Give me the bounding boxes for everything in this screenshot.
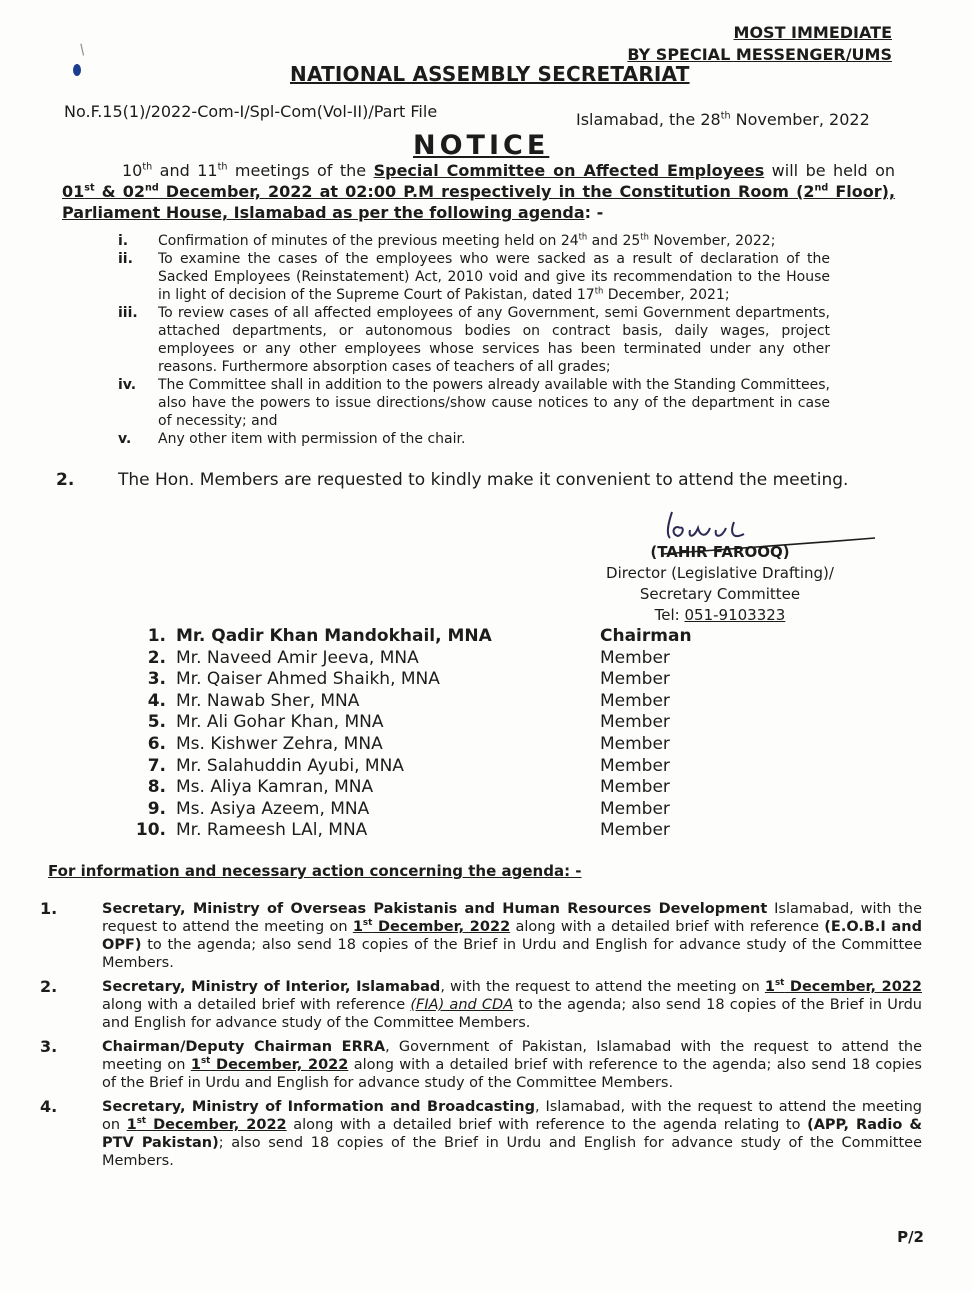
action-t1: , with the request to attend the meeting on — [440, 979, 765, 995]
notice-date — [576, 110, 870, 129]
member-name: Mr. Nawab Sher, MNA — [176, 690, 360, 711]
date-day: 1 — [126, 1117, 137, 1133]
meeting-details — [62, 182, 895, 222]
action-text — [102, 978, 922, 1032]
member-row — [134, 820, 720, 842]
signatory-name: (TAHIR FAROOQ) — [650, 543, 790, 561]
agenda-item — [108, 232, 830, 250]
member-name: Mr. Qadir Khan Mandokhail, MNA — [176, 626, 492, 646]
delivery-label: BY SPECIAL MESSENGER/UMS — [627, 45, 892, 64]
signatory-role: Secretary Committee — [639, 585, 801, 603]
member-role: Member — [600, 690, 670, 711]
date-sup: st — [362, 918, 373, 929]
action-text — [102, 1098, 922, 1170]
notice-title: NOTICE — [413, 130, 550, 161]
member-num: 4. — [147, 690, 166, 711]
member-role: Member — [600, 820, 670, 841]
agenda-b: December, 2021; — [603, 287, 730, 303]
agenda-text — [158, 376, 830, 430]
action-num: 1. — [40, 899, 58, 918]
action-text — [102, 1038, 922, 1092]
member-name: Ms. Asiya Azeem, MNA — [176, 798, 370, 819]
actions-list — [40, 900, 922, 1176]
agenda-item — [108, 430, 830, 448]
date-day: 1 — [352, 919, 363, 935]
member-row — [134, 777, 720, 799]
tel-number: 051-9103323 — [684, 606, 786, 624]
agenda-item — [108, 304, 830, 376]
pen-tick-mark: / — [76, 41, 89, 59]
agenda-item — [108, 376, 830, 430]
member-name: Ms. Kishwer Zehra, MNA — [176, 733, 383, 754]
member-name: Mr. Qaiser Ahmed Shaikh, MNA — [176, 669, 440, 690]
para2-text: The Hon. Members are requested to kindly make it convenient to attend the meeting. — [118, 470, 849, 490]
organization-title: NATIONAL ASSEMBLY SECRETARIAT — [290, 62, 690, 86]
member-row — [134, 712, 720, 734]
member-num: 7. — [147, 755, 166, 776]
action-num: 3. — [40, 1037, 58, 1056]
action-ref: (FIA) and CDA — [410, 997, 514, 1013]
action-ref: (APP, Radio & PTV Pakistan) — [102, 1117, 922, 1151]
intro-m1: 10 — [122, 161, 143, 180]
header-priority — [627, 22, 892, 66]
date-sup: st — [136, 1116, 147, 1127]
date-day: 1 — [190, 1057, 201, 1073]
agenda-s1: th — [594, 285, 604, 296]
para2-num: 2. — [56, 470, 75, 490]
intro-m1-sup: th — [142, 161, 153, 173]
intro-t2: will be held on — [764, 161, 895, 180]
intro-d2: & 02 — [94, 182, 145, 201]
member-num: 1. — [147, 626, 166, 646]
ink-dot — [73, 64, 81, 76]
action-t3: to the agenda; also send 18 copies of the Brief in Urdu and English for advance study of the Committee Members. — [102, 997, 922, 1031]
member-name: Mr. Salahuddin Ayubi, MNA — [176, 755, 404, 776]
action-date — [191, 1057, 349, 1073]
action-t2: along with a detailed brief with reference — [510, 919, 825, 935]
agenda-item — [108, 250, 830, 304]
file-number: No.F.15(1)/2022-Com-I/Spl-Com(Vol-II)/Part File — [64, 102, 438, 121]
agenda-num: i. — [118, 233, 129, 249]
member-num: 3. — [147, 669, 166, 690]
agenda-num: v. — [118, 431, 132, 447]
action-date — [765, 979, 922, 995]
action-text — [102, 900, 922, 972]
member-row — [134, 756, 720, 778]
member-num: 8. — [147, 777, 166, 798]
action-num: 4. — [40, 1097, 58, 1116]
member-num: 2. — [147, 647, 166, 668]
action-t3: to the agenda; also send 18 copies of the Brief in Urdu and English for advance study of the Committee Members. — [102, 937, 922, 971]
intro-t1: meetings of the — [227, 161, 374, 180]
member-num: 9. — [147, 798, 166, 819]
member-row — [134, 626, 720, 648]
committee-name: Special Committee on Affected Employees — [373, 161, 765, 180]
action-ref: (E.O.B.I and OPF) — [102, 919, 922, 953]
agenda-a: Any other item with permission of the chair. — [158, 431, 466, 447]
action-t2: along with a detailed brief with reference to the agenda; also send 18 copies of the Brief in Urdu and English for advance study of the Committee Members. — [102, 1057, 922, 1091]
member-role: Member — [600, 755, 670, 776]
action-t1: , Government of Pakistan, Islamabad with the request to attend the meeting on — [102, 1039, 922, 1073]
action-date — [353, 919, 510, 935]
agenda-num: iii. — [118, 305, 138, 321]
info-heading: For information and necessary action concerning the agenda: - — [48, 862, 582, 880]
intro-t5: : - — [584, 203, 604, 222]
agenda-num: iv. — [118, 377, 137, 393]
action-item — [40, 1038, 922, 1092]
action-t2: along with a detailed brief with reference — [102, 997, 411, 1013]
action-t2: along with a detailed brief with reference to the agenda relating to — [286, 1117, 808, 1133]
member-row — [134, 734, 720, 756]
agenda-text — [158, 232, 830, 250]
member-name: Mr. Ali Gohar Khan, MNA — [176, 712, 384, 733]
member-role: Chairman — [600, 626, 692, 646]
agenda-b: and 25 — [587, 233, 641, 249]
date-suffix: November, 2022 — [730, 110, 870, 129]
action-addressee: Secretary, Ministry of Information and Broadcasting — [102, 1099, 535, 1115]
member-name: Ms. Aliya Kamran, MNA — [176, 777, 374, 798]
signatory-designation: Director (Legislative Drafting)/ — [606, 564, 834, 582]
page-number: P/2 — [897, 1228, 924, 1246]
priority-label: MOST IMMEDIATE — [733, 23, 892, 42]
agenda-s1: th — [578, 231, 588, 242]
agenda-a: To review cases of all affected employees of any Government, semi Government departments, attached departments, or autonomous bodies on contract basis, daily wages, project employees or any other employees whose services has been terminated under any other reasons. Furthermore absorption cases of teachers of all grades; — [158, 305, 830, 375]
agenda-a: Confirmation of minutes of the previous meeting held on 24 — [158, 233, 579, 249]
date-rest: December, 2022 — [784, 979, 922, 995]
action-addressee: Secretary, Ministry of Overseas Pakistanis and Human Resources Development — [102, 901, 768, 917]
intro-m2-sup: th — [217, 161, 228, 173]
action-t3: ; also send 18 copies of the Brief in Urdu and English for advance study of the Committee Members. — [102, 1135, 922, 1169]
intro-d1-sup: st — [84, 182, 95, 194]
action-t1: , Islamabad, with the request to attend the meeting on — [102, 1099, 922, 1133]
signature-block — [590, 542, 850, 626]
agenda-a: To examine the cases of the employees who were sacked as a result of declaration of the Sacked Employees (Reinstatement) Act, 2010 void and give its recommendation to the House in light of decision of the Supreme Court of Pakistan, dated 17 — [158, 251, 830, 303]
action-addressee: Secretary, Ministry of Interior, Islamabad — [102, 979, 441, 995]
date-rest: December, 2022 — [372, 919, 511, 935]
intro-floor-sup: nd — [814, 182, 829, 194]
agenda-num: ii. — [118, 251, 133, 267]
member-row — [134, 799, 720, 821]
tel-label: Tel: — [654, 606, 685, 624]
member-role: Member — [600, 712, 670, 733]
action-date — [127, 1117, 287, 1133]
member-row — [134, 648, 720, 670]
date-prefix: Islamabad, the 28 — [576, 110, 721, 129]
agenda-list — [108, 232, 830, 448]
date-sup: th — [720, 110, 731, 122]
member-role: Member — [600, 777, 670, 798]
intro-t3: December, 2022 at 02:00 P.M respectively in the Constitution Room (2 — [158, 182, 815, 201]
agenda-c: November, 2022; — [648, 233, 776, 249]
intro-d1: 01 — [62, 182, 85, 201]
intro-t4: Floor), Parliament House, Islamabad as per the following agenda — [62, 182, 896, 222]
member-row — [134, 669, 720, 691]
action-item — [40, 1098, 922, 1170]
agenda-text — [158, 430, 830, 448]
member-role: Member — [600, 798, 670, 819]
member-name: Mr. Naveed Amir Jeeva, MNA — [176, 647, 419, 668]
member-num: 6. — [147, 733, 166, 754]
agenda-a: The Committee shall in addition to the powers already available with the Standing Committees, also have the powers to issue directions/show cause notices to any of the department in case of necessity; and — [158, 377, 830, 429]
intro-and: and 11 — [152, 161, 218, 180]
member-name: Mr. Rameesh LAl, MNA — [176, 820, 368, 841]
action-addressee: Chairman/Deputy Chairman ERRA — [102, 1039, 386, 1055]
member-role: Member — [600, 647, 670, 668]
date-sup: st — [775, 978, 785, 989]
agenda-text — [158, 304, 830, 376]
member-row — [134, 691, 720, 713]
agenda-text — [158, 250, 830, 304]
date-day: 1 — [764, 979, 775, 995]
members-list — [134, 626, 720, 842]
date-sup: st — [200, 1056, 211, 1067]
action-t1: Islamabad, with the request to attend the meeting on — [102, 901, 923, 935]
action-num: 2. — [40, 977, 58, 996]
paragraph-2 — [56, 470, 848, 490]
member-role: Member — [600, 669, 670, 690]
date-rest: December, 2022 — [146, 1117, 287, 1133]
action-item — [40, 900, 922, 972]
member-num: 10. — [135, 820, 166, 841]
signatory-tel — [590, 605, 850, 626]
agenda-s2: th — [640, 231, 649, 242]
intro-d2-sup: nd — [145, 182, 159, 194]
member-num: 5. — [147, 712, 166, 733]
date-rest: December, 2022 — [210, 1057, 349, 1073]
intro-paragraph — [62, 160, 895, 223]
action-item — [40, 978, 922, 1032]
member-role: Member — [600, 733, 670, 754]
